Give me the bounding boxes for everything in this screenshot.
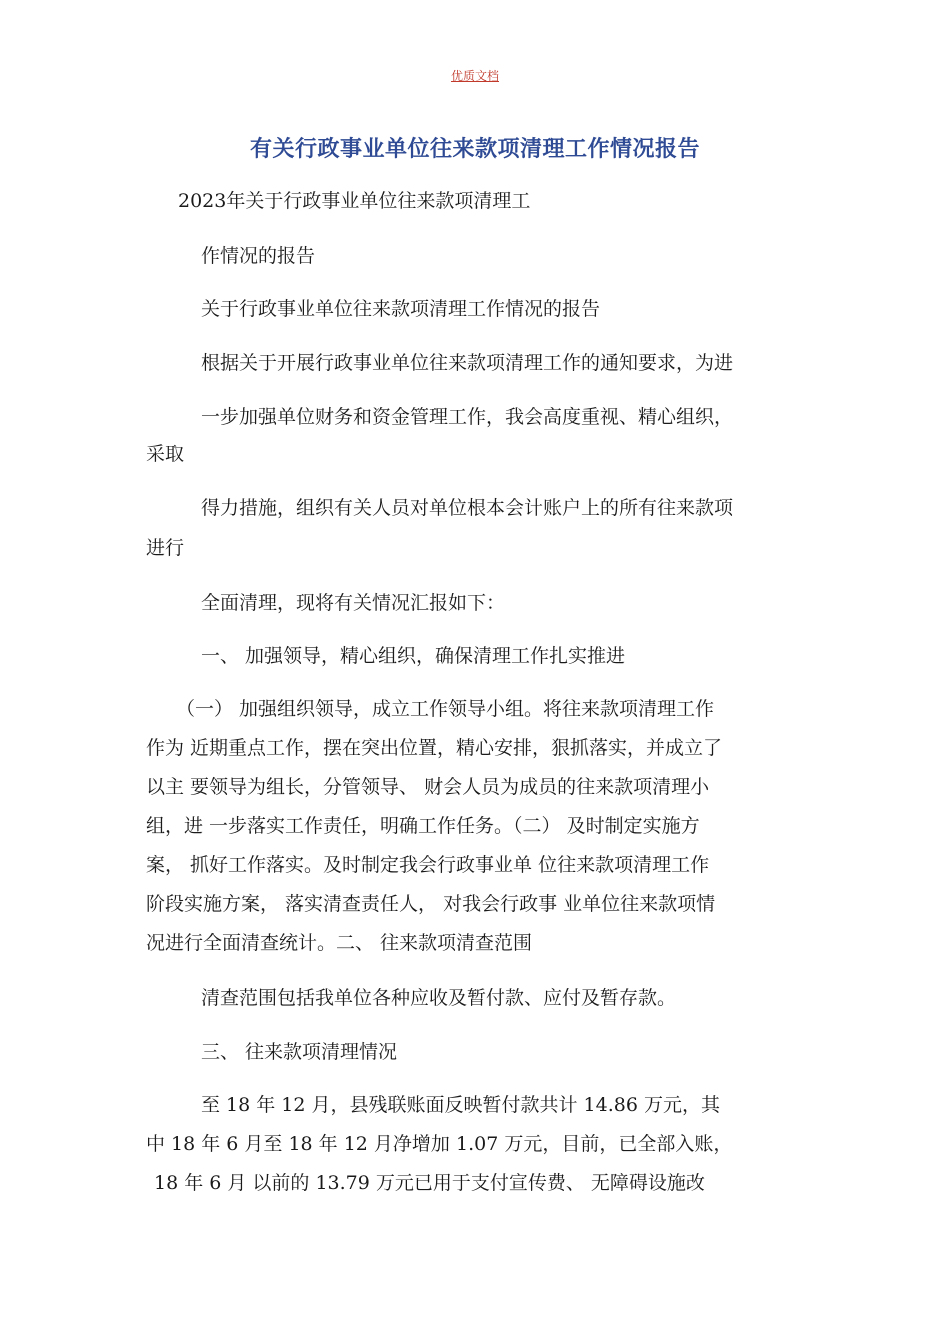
paragraph-line: 组，进 一步落实工作责任，明确工作任务。（二） 及时制定实施方: [146, 815, 700, 837]
paragraph-line: 至 18 年 12 月，县残联账面反映暂付款共计 14.86 万元，其: [201, 1094, 720, 1116]
paragraph-line: 18 年 6 月 以前的 13.79 万元已用于支付宣传费、 无障碍设施改: [154, 1172, 705, 1194]
paragraph-line: 一步加强单位财务和资金管理工作，我会高度重视、精心组织，: [201, 406, 734, 428]
paragraph-line: 得力措施，组织有关人员对单位根本会计账户上的所有往来款项: [201, 497, 734, 519]
paragraph-line: 作情况的报告: [201, 245, 316, 267]
paragraph-line: 进行: [146, 537, 185, 559]
paragraph-line: 案， 抓好工作落实。及时制定我会行政事业单 位往来款项清理工作: [146, 854, 710, 876]
paragraph-line: 况进行全面清查统计。二、 往来款项清查范围: [146, 932, 533, 954]
header-watermark: 优质文档: [450, 69, 499, 83]
section-heading: 一、 加强领导，精心组织，确保清理工作扎实推进: [201, 645, 626, 667]
paragraph-line: 作为 近期重点工作，摆在突出位置，精心安排，狠抓落实，并成立了: [146, 737, 723, 759]
paragraph-line: 阶段实施方案， 落实清查责任人， 对我会行政事 业单位往来款项情: [146, 893, 716, 915]
paragraph-line: 中 18 年 6 月至 18 年 12 月净增加 1.07 万元，目前，已全部入账，: [146, 1133, 733, 1155]
section-heading: 三、 往来款项清理情况: [201, 1041, 398, 1063]
paragraph-line: 清查范围包括我单位各种应收及暂付款、应付及暂存款。: [201, 987, 677, 1009]
paragraph-line: （一） 加强组织领导，成立工作领导小组。将往来款项清理工作: [176, 698, 715, 720]
document-title: 有关行政事业单位往来款项清理工作情况报告: [249, 137, 700, 162]
paragraph-line: 以主 要领导为组长，分管领导、 财会人员为成员的往来款项清理小: [146, 776, 710, 798]
paragraph-line: 关于行政事业单位往来款项清理工作情况的报告: [201, 298, 601, 320]
paragraph-line: 采取: [146, 443, 185, 465]
paragraph-line: 全面清理，现将有关情况汇报如下：: [201, 592, 506, 614]
paragraph-line: 2023年关于行政事业单位往来款项清理工: [178, 190, 531, 212]
paragraph-line: 根据关于开展行政事业单位往来款项清理工作的通知要求，为进: [201, 352, 734, 374]
